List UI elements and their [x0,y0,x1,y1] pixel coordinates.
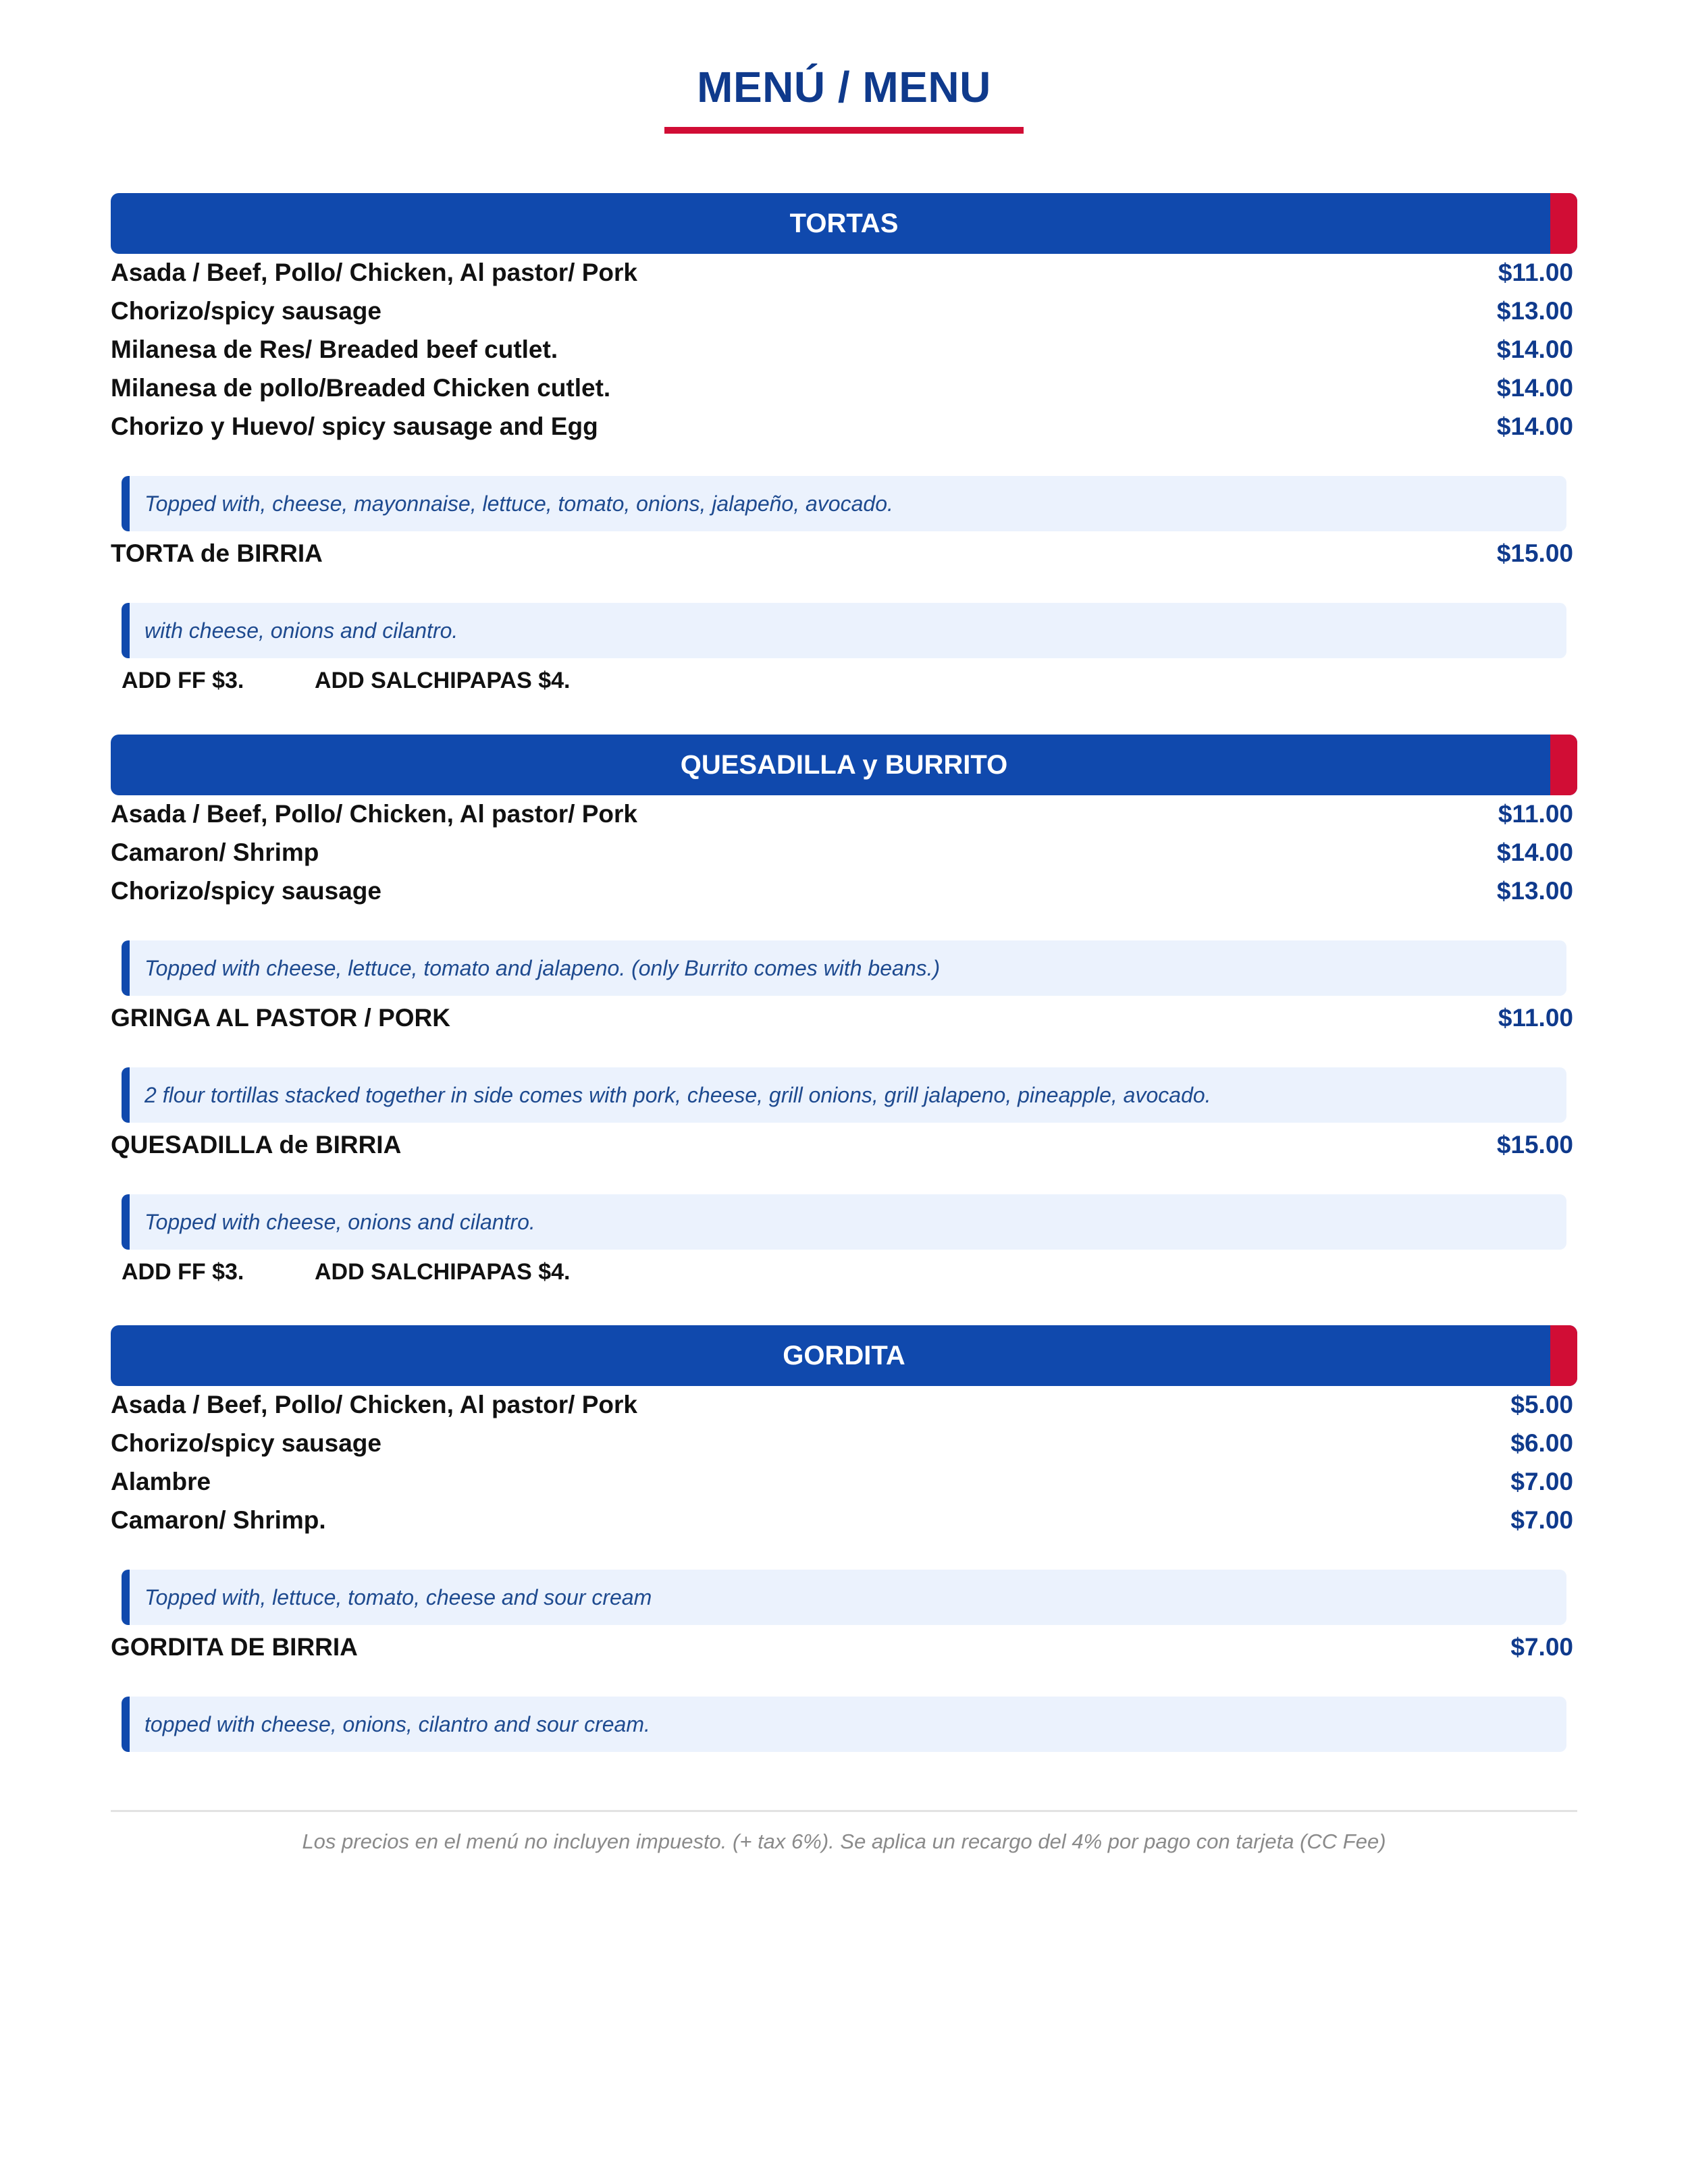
item-name: Milanesa de Res/ Breaded beef cutlet. [111,336,558,363]
menu-item [111,254,1577,292]
section-header [111,735,1577,795]
item-name: Asada / Beef, Pollo/ Chicken, Al pastor/ Pork [111,259,637,286]
note-accent-bar [122,1570,130,1625]
menu-item [111,999,1577,1037]
note-text: topped with cheese, onions, cilantro and sour cream. [144,1711,650,1736]
item-price: $5.00 [1510,1391,1573,1418]
note-text: Topped with cheese, onions and cilantro. [144,1209,535,1234]
item-price: $13.00 [1496,877,1573,905]
menu-item [111,1463,1577,1501]
menu-item [111,872,1577,910]
menu-item [111,408,1577,446]
item-name: GRINGA AL PASTOR / PORK [111,1004,450,1032]
item-price: $14.00 [1496,374,1573,402]
item-price: $14.00 [1496,412,1573,440]
item-price: $13.00 [1496,297,1573,325]
menu-item [111,1126,1577,1164]
title-underline [664,127,1024,134]
item-price: $6.00 [1510,1429,1573,1457]
note-accent-bar [122,476,130,531]
header-accent [1550,735,1577,795]
note-accent-bar [122,940,130,996]
item-name: Milanesa de pollo/Breaded Chicken cutlet. [111,374,611,402]
menu-item [111,1628,1577,1666]
note-accent-bar [122,1067,130,1123]
menu-item [111,1424,1577,1462]
menu-item [111,1386,1577,1424]
note-text: Topped with cheese, lettuce, tomato and jalapeno. (only Burrito comes with beans.) [144,955,941,980]
item-name: Chorizo/spicy sausage [111,1429,381,1457]
section-header-label: GORDITA [783,1340,905,1370]
menu-item [111,535,1577,572]
section-header [111,1325,1577,1386]
item-price: $15.00 [1496,1131,1573,1158]
item-note [122,1570,1566,1625]
item-name: Alambre [111,1468,211,1495]
item-name: QUESADILLA de BIRRIA [111,1131,402,1158]
note-text: Topped with, cheese, mayonnaise, lettuce, tomato, onions, jalapeño, avocado. [144,491,893,516]
item-note [122,1194,1566,1250]
page-title: MENÚ / MENU [697,63,991,111]
section-header-label: QUESADILLA y BURRITO [680,749,1008,780]
addon-salchipapas: ADD SALCHIPAPAS $4. [315,667,571,693]
footer-divider [111,1810,1577,1812]
item-note [122,1697,1566,1752]
item-note [122,603,1566,658]
item-price: $11.00 [1498,259,1573,286]
note-accent-bar [122,1194,130,1250]
item-price: $7.00 [1510,1633,1573,1661]
menu-item [111,1501,1577,1539]
item-note [122,940,1566,996]
item-price: $14.00 [1496,838,1573,866]
item-price: $7.00 [1510,1468,1573,1495]
item-name: Chorizo y Huevo/ spicy sausage and Egg [111,412,598,440]
section-header [111,193,1577,254]
item-name: Asada / Beef, Pollo/ Chicken, Al pastor/ Pork [111,1391,637,1418]
section-tortas [111,193,1577,254]
footer-note: Los precios en el menú no incluyen impuesto. (+ tax 6%). Se aplica un recargo del 4% por pago con tarjeta (CC Fee) [302,1830,1386,1853]
section-header-label: TORTAS [789,208,899,238]
item-name: Chorizo/spicy sausage [111,877,381,905]
menu-item [111,292,1577,330]
note-accent-bar [122,1697,130,1752]
section-quesadilla-burrito [111,735,1577,795]
note-accent-bar [122,603,130,658]
addon-ff: ADD FF $3. [122,667,244,693]
addons-line [122,664,570,697]
menu-item [111,834,1577,872]
section-gordita [111,1325,1577,1386]
header-accent [1550,1325,1577,1386]
item-name: Asada / Beef, Pollo/ Chicken, Al pastor/ Pork [111,800,637,828]
addons-line [122,1255,570,1289]
item-name: GORDITA DE BIRRIA [111,1633,358,1661]
item-note [122,1067,1566,1123]
item-name: Camaron/ Shrimp. [111,1506,326,1534]
item-price: $11.00 [1498,800,1573,828]
note-text: 2 flour tortillas stacked together in side comes with pork, cheese, grill onions, grill jalapeno, pineapple, avocado. [144,1082,1211,1107]
note-text: Topped with, lettuce, tomato, cheese and sour cream [144,1584,652,1609]
item-price: $15.00 [1496,539,1573,567]
addon-salchipapas: ADD SALCHIPAPAS $4. [315,1258,571,1285]
item-price: $11.00 [1498,1004,1573,1032]
item-name: TORTA de BIRRIA [111,539,323,567]
note-text: with cheese, onions and cilantro. [144,618,458,643]
item-name: Chorizo/spicy sausage [111,297,381,325]
menu-item [111,795,1577,833]
header-accent [1550,193,1577,254]
menu-item [111,369,1577,407]
item-note [122,476,1566,531]
item-price: $7.00 [1510,1506,1573,1534]
item-price: $14.00 [1496,336,1573,363]
addon-ff: ADD FF $3. [122,1258,244,1285]
item-name: Camaron/ Shrimp [111,838,319,866]
menu-item [111,331,1577,369]
